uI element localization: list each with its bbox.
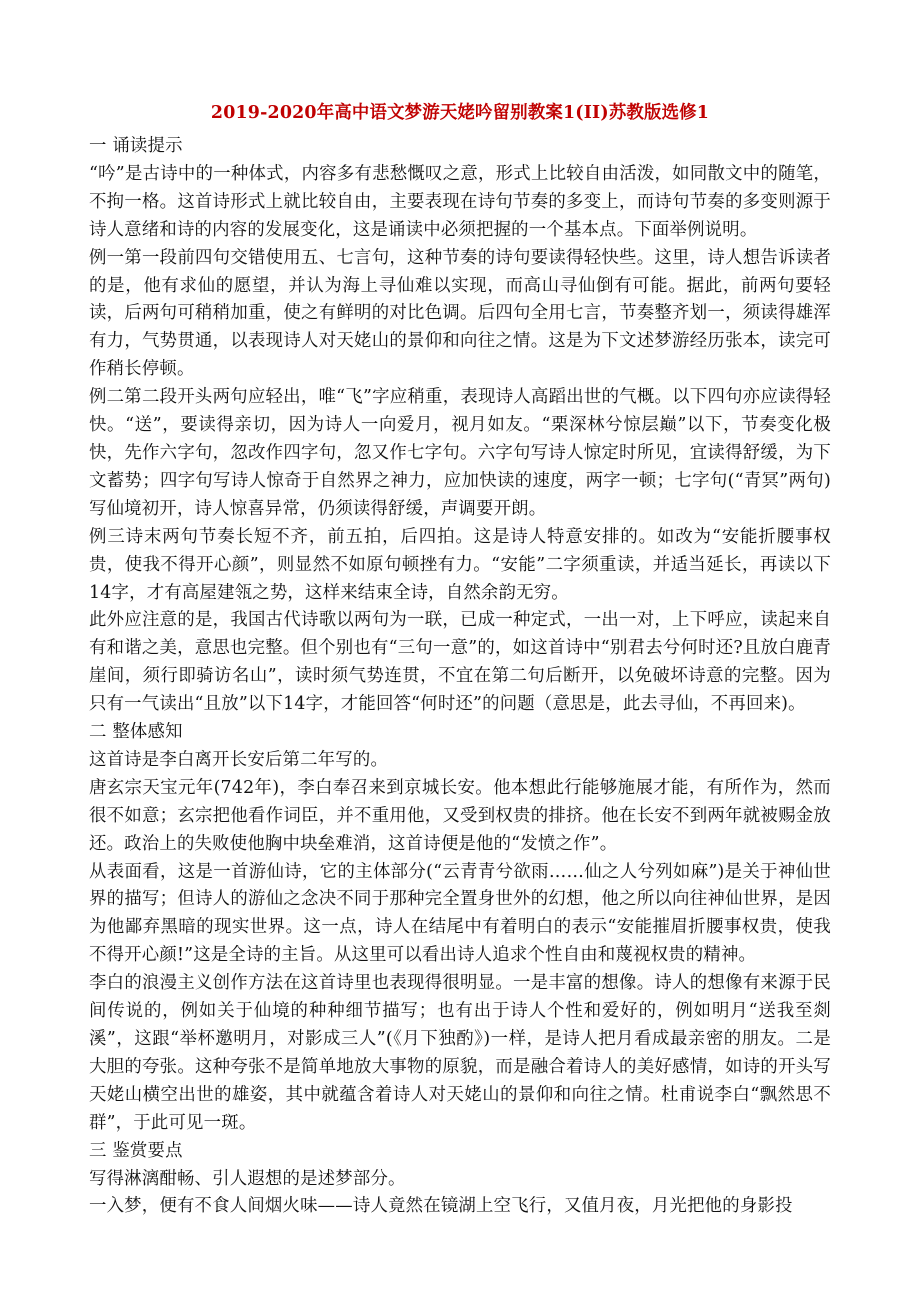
paragraph: 例二第二段开头两句应轻出，唯“飞”字应稍重，表现诗人高蹈出世的气概。以下四句亦应读得轻快。“送”，要读得亲切，因为诗人一向爱月，视月如友。“栗深林兮惊层巅”以下，节奏变化极快，先作六字句，忽改作四字句，忽又作七字句。六字句写诗人惊定时所见，宜读得舒缓，为下文蓄势；四字句写诗人惊奇于自然界之神力，应加快读的速度，两字一顿；七字句(“青冥”两句)写仙境初开，诗人惊喜异常，仍须读得舒缓，声调要开朗。	[89, 387, 831, 519]
section-heading: 二 整体感知	[89, 722, 183, 743]
paragraph: 唐玄宗天宝元年(742年)，李白奉召来到京城长安。他本想此行能够施展才能，有所作为，然而很不如意；玄宗把他看作词臣，并不重用他，又受到权贵的排挤。他在长安不到两年就被赐金放还。政治上的失败使他胸中块垒难消，这首诗便是他的“发愤之作”。	[89, 777, 831, 854]
paragraph: 一入梦，便有不食人间烟火味——诗人竟然在镜湖上空飞行，又值月夜，月光把他的身影投	[89, 1196, 793, 1217]
paragraph: 这首诗是李白离开长安后第二年写的。	[89, 749, 389, 770]
paragraph: 写得淋漓酣畅、引人遐想的是述梦部分。	[89, 1168, 406, 1189]
paragraph: “吟”是古诗中的一种体式，内容多有悲愁慨叹之意，形式上比较自由活泼，如同散文中的随笔，不拘一格。这首诗形式上就比较自由，主要表现在诗句节奏的多变上，而诗句节奏的多变则源于诗人意绪和诗的内容的发展变化，这是诵读中必须把握的一个基本点。下面举例说明。	[89, 163, 831, 240]
paragraph: 李白的浪漫主义创作方法在这首诗里也表现得很明显。一是丰富的想像。诗人的想像有来源于民间传说的，例如关于仙境的种种细节描写；也有出于诗人个性和爱好的，例如明月“送我至剡溪”，这跟“举杯邀明月，对影成三人”(《月下独酌》)一样，是诗人把月看成最亲密的朋友。二是大胆的夸张。这种夸张不是简单地放大事物的原貌，而是融合着诗人的美好感情，如诗的开头写天姥山横空出世的雄姿，其中就蕴含着诗人对天姥山的景仰和向往之情。杜甫说李白“飘然思不群”，于此可见一斑。	[89, 973, 831, 1133]
paragraph: 例三诗末两句节奏长短不齐，前五拍，后四拍。这是诗人特意安排的。如改为“安能折腰事权贵，使我不得开心颜”，则显然不如原句顿挫有力。“安能”二字须重读，并适当延长，再读以下14字，才有高屋建瓴之势，这样来结束全诗，自然余韵无穷。	[89, 526, 831, 603]
document-page	[89, 100, 831, 1221]
paragraph: 例一第一段前四句交错使用五、七言句，这种节奏的诗句要读得轻快些。这里，诗人想告诉读者的是，他有求仙的愿望，并认为海上寻仙难以实现，而高山寻仙倒有可能。据此，前两句要轻读，后两句可稍稍加重，使之有鲜明的对比色调。后四句全用七言，节奏整齐划一，须读得雄浑有力，气势贯通，以表现诗人对天姥山的景仰和向往之情。这是为下文述梦游经历张本，读完可作稍长停顿。	[89, 247, 831, 380]
paragraph: 从表面看，这是一首游仙诗，它的主体部分(“云青青兮欲雨……仙之人兮列如麻”)是关于神仙世界的描写；但诗人的游仙之念决不同于那种完全置身世外的幻想，他之所以向往神仙世界，是因为他鄙弃黑暗的现实世界。这一点，诗人在结尾中有着明白的表示“安能摧眉折腰事权贵，使我不得开心颜!”这是全诗的主旨。从这里可以看出诗人追求个性自由和蔑视权贵的精神。	[89, 861, 831, 966]
document-title: 2019-2020年高中语文梦游天姥吟留别教案1(II)苏教版选修1	[210, 103, 710, 123]
section-heading: 一 诵读提示	[89, 136, 183, 156]
paragraph: 此外应注意的是，我国古代诗歌以两句为一联，已成一种定式，一出一对，上下呼应，读起来自有和谐之美，意思也完整。但个别也有“三句一意”的，如这首诗中“别君去兮何时还?且放白鹿青崖间，须行即骑访名山”，读时须气势连贯，不宜在第二句后断开，以免破坏诗意的完整。因为只有一气读出“且放”以下14字，才能回答“何时还”的问题（意思是，此去寻仙，不再回来)。	[89, 610, 831, 715]
section-heading: 三 鉴赏要点	[89, 1140, 183, 1161]
